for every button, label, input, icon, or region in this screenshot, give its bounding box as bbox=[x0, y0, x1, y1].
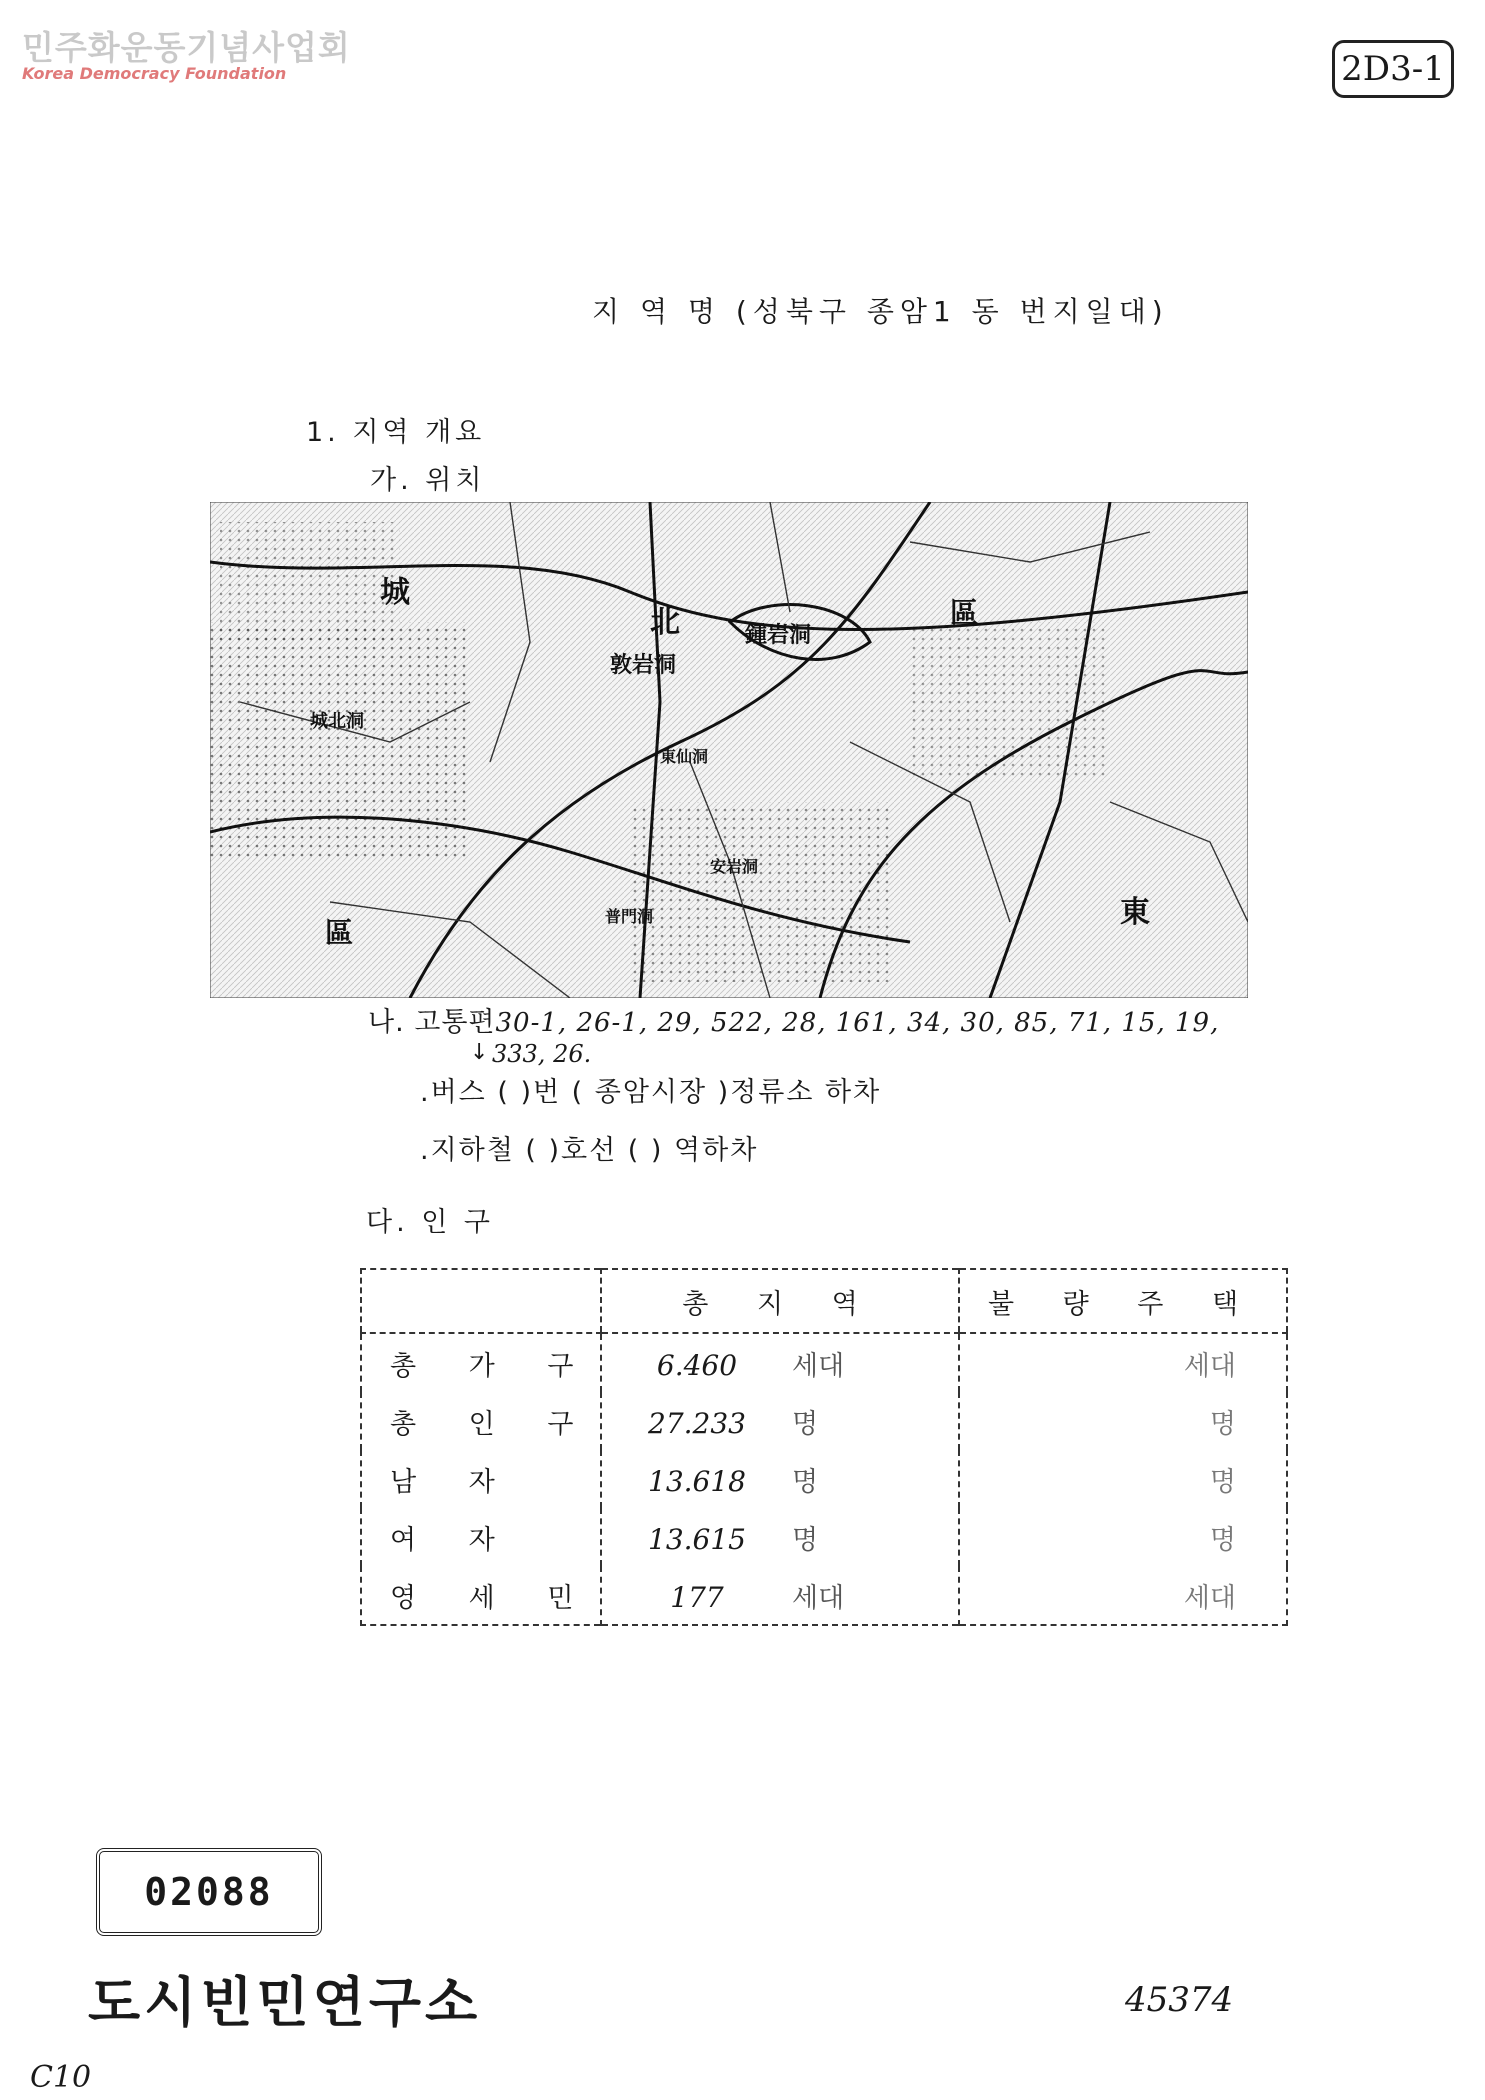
row-unit-substandard: 명 bbox=[959, 1392, 1287, 1450]
organization-name: 도시빈민연구소 bbox=[88, 1971, 482, 2034]
table-row bbox=[361, 1333, 1287, 1392]
section-heading: 1. 지역 개요 bbox=[306, 417, 486, 448]
table-header bbox=[361, 1269, 601, 1333]
location-map bbox=[210, 502, 1248, 998]
map-label: 北 bbox=[650, 605, 680, 640]
logo-english: Korea Democracy Foundation bbox=[22, 64, 287, 83]
row-unit: 세대 bbox=[792, 1350, 845, 1382]
row-unit-substandard: 명 bbox=[959, 1450, 1287, 1508]
row-label: 여 자 bbox=[390, 1524, 517, 1556]
map-label: 城北洞 bbox=[310, 711, 364, 732]
map-label: 東 bbox=[1120, 895, 1150, 930]
location-label: 가. 위치 bbox=[370, 465, 486, 496]
bus-line: .버스 ( )번 ( 종암시장 )정류소 하차 bbox=[420, 1077, 882, 1108]
map-label: 鍾岩洞 bbox=[745, 622, 812, 648]
row-unit: 명 bbox=[792, 1408, 819, 1440]
map-label: 區 bbox=[950, 596, 979, 629]
table-row bbox=[361, 1508, 1287, 1566]
map-label: 區 bbox=[325, 916, 354, 949]
population-table bbox=[360, 1268, 1288, 1626]
row-value: 13.615 bbox=[648, 1522, 746, 1556]
map-label: 東仙洞 bbox=[660, 747, 709, 766]
row-unit: 명 bbox=[792, 1466, 819, 1498]
row-unit-substandard: 명 bbox=[959, 1508, 1287, 1566]
subway-line: .지하철 ( )호선 ( ) 역하차 bbox=[420, 1135, 759, 1166]
table-header: 총 지 역 bbox=[601, 1269, 959, 1333]
row-value: 27.233 bbox=[648, 1406, 746, 1440]
row-value: 6.460 bbox=[656, 1348, 738, 1382]
handwritten-number: 45374 bbox=[1125, 1980, 1234, 2020]
row-label: 남 자 bbox=[390, 1466, 517, 1498]
map-label: 敦岩洞 bbox=[610, 652, 677, 678]
logo-korean: 민주화운동기념사업회 bbox=[22, 28, 351, 67]
map-label: 城 bbox=[380, 575, 410, 610]
row-unit: 세대 bbox=[792, 1582, 845, 1614]
table-row bbox=[361, 1392, 1287, 1450]
row-value: 177 bbox=[670, 1580, 724, 1614]
table-header: 불 량 주 택 bbox=[959, 1269, 1287, 1333]
row-value: 13.618 bbox=[648, 1464, 746, 1498]
row-unit-substandard: 세대 bbox=[959, 1566, 1287, 1625]
row-label: 영 세 민 bbox=[390, 1582, 596, 1614]
corner-mark: C10 bbox=[30, 2060, 92, 2095]
bus-numbers: 30-1, 26-1, 29, 522, 28, 161, 34, 30, 85, 71, 15, 19, bbox=[495, 1008, 1220, 1038]
row-label: 총 인 구 bbox=[390, 1408, 596, 1440]
row-unit: 명 bbox=[792, 1524, 819, 1556]
row-label: 총 가 구 bbox=[390, 1350, 596, 1382]
table-row bbox=[361, 1566, 1287, 1625]
map-label: 安岩洞 bbox=[710, 857, 759, 876]
archive-stamp: 02088 bbox=[96, 1848, 322, 1936]
page-title: 지 역 명 (성북구 종암1 동 번지일대) bbox=[592, 295, 1169, 328]
transport-line bbox=[368, 1000, 1219, 1039]
table-row bbox=[361, 1450, 1287, 1508]
transport-label: 나. 고통편 bbox=[368, 1007, 496, 1038]
row-unit-substandard: 세대 bbox=[959, 1333, 1287, 1392]
arrow-down-icon: ↓ bbox=[470, 1040, 489, 1065]
table-header-row bbox=[361, 1269, 1287, 1333]
map-label: 普門洞 bbox=[605, 907, 654, 926]
population-label: 다. 인 구 bbox=[366, 1207, 494, 1238]
document-code: 2D3-1 bbox=[1332, 40, 1454, 98]
bus-numbers-cont: 333, 26. bbox=[492, 1040, 592, 1068]
